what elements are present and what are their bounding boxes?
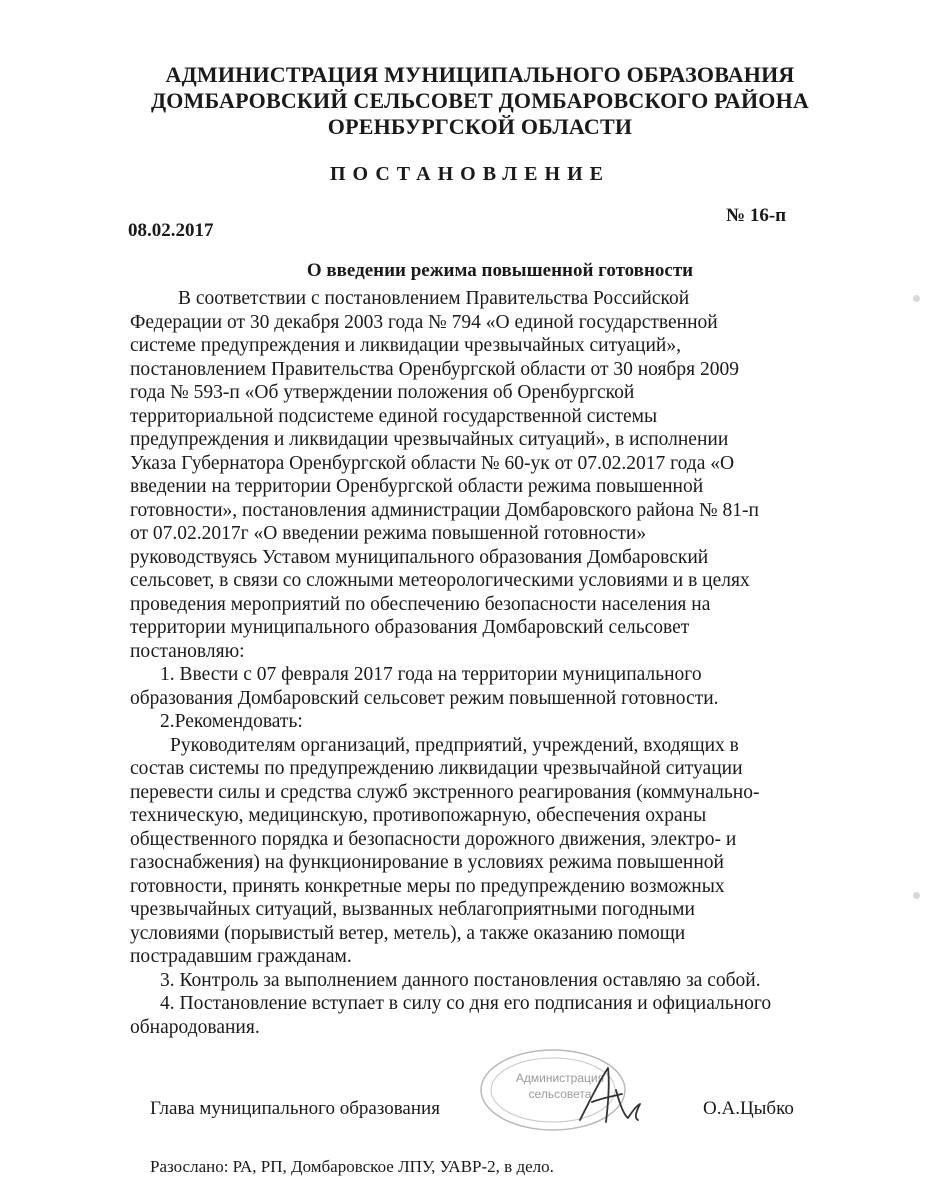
item-2-line: условиями (порывистый ветер, метель), а также оказанию помощи — [130, 922, 686, 944]
preamble-line: проведения мероприятий по обеспечению безопасности населения на — [130, 593, 711, 615]
document-body — [130, 287, 835, 1039]
preamble-line: Федерации от 30 декабря 2003 года № 794 «О единой государственной — [130, 311, 718, 333]
distribution-list: Разослано: РА, РП, Домбаровское ЛПУ, УАВР-2, в дело. — [150, 1157, 554, 1176]
preamble-line: территориальной подсистеме единой государственной системы — [130, 405, 658, 427]
item-4-line: обнародования. — [130, 1016, 260, 1038]
preamble-line: постановляю: — [130, 640, 245, 662]
item-2-line: газоснабжения) на функционирование в условиях режима повышенной — [130, 852, 724, 873]
item-2-line: перевести силы и средства служб экстренного реагирования (коммунально- — [130, 781, 760, 803]
header-line: ДОМБАРОВСКИЙ СЕЛЬСОВЕТ ДОМБАРОВСКОГО РАЙОНА — [150, 88, 810, 113]
signature-name: О.А.Цыбко — [703, 1098, 794, 1119]
preamble-line: сельсовет, в связи со сложными метеорологическими условиями и в целях — [130, 570, 750, 591]
item-2-line: Руководителям организаций, предприятий, учреждений, входящих в — [170, 734, 739, 756]
stamp-line: сельсовета — [528, 1087, 592, 1101]
document-number: № 16-п — [726, 205, 787, 226]
document-date: 08.02.2017 — [128, 220, 214, 241]
preamble-line: предупреждения и ликвидации чрезвычайных ситуаций», в исполнении — [130, 429, 729, 450]
preamble-line: руководствуясь Уставом муниципального образования Домбаровский — [130, 546, 709, 568]
handwritten-signature — [570, 1060, 650, 1130]
preamble-line: постановлением Правительства Оренбургской области от 30 ноября 2009 — [130, 358, 740, 380]
item-1-line: 1. Ввести с 07 февраля 2017 года на территории муниципального — [160, 664, 702, 685]
item-3-line: 3. Контроль за выполнением данного постановления оставляю за собой. — [160, 969, 761, 991]
document-type: ПОСТАНОВЛЕНИЕ — [330, 163, 610, 185]
signature-title: Глава муниципального образования — [150, 1098, 440, 1119]
item-2-line: чрезвычайных ситуаций, вызванных неблагоприятными погодными — [130, 899, 695, 920]
binding-hole — [913, 295, 920, 302]
preamble-line: Указа Губернатора Оренбургской области № 60-ук от 07.02.2017 года «О — [130, 452, 735, 474]
item-2-line: готовности, принять конкретные меры по предупреждению возможных — [130, 875, 725, 897]
document-subject: О введении режима повышенной готовности — [306, 260, 694, 281]
item-2-line: состав системы по предупреждению ликвидации чрезвычайной ситуации — [130, 758, 743, 779]
item-2-line: техническую, медицинскую, противопожарную, обеспечения охраны — [130, 805, 707, 826]
preamble-line: от 07.02.2017г «О введении режима повышенной готовности» — [130, 523, 647, 544]
preamble-line: введении на территории Оренбургской области режима повышенной — [130, 476, 704, 497]
preamble-line: готовности», постановления администрации Домбаровского района № 81-п — [130, 499, 759, 521]
preamble-line: территории муниципального образования Домбаровский сельсовет — [130, 617, 690, 638]
binding-hole — [913, 892, 920, 899]
item-2-title: 2.Рекомендовать: — [160, 711, 303, 732]
document-header — [90, 62, 870, 140]
item-1-line: образования Домбаровский сельсовет режим повышенной готовности. — [130, 687, 719, 709]
preamble-line: системе предупреждения и ликвидации чрезвычайных ситуаций», — [130, 335, 681, 356]
stamp-line: Администрация — [515, 1071, 605, 1085]
preamble-line: В соответствии с постановлением Правительства Российской — [178, 288, 690, 309]
item-4-line: 4. Постановление вступает в силу со дня его подписания и официального — [160, 993, 772, 1014]
preamble-line: года № 593-п «Об утверждении положения об Оренбургской — [130, 382, 635, 403]
item-2-line: пострадавшим гражданам. — [130, 946, 352, 967]
header-line: ОРЕНБУРГСКОЙ ОБЛАСТИ — [327, 114, 633, 139]
header-line: АДМИНИСТРАЦИЯ МУНИЦИПАЛЬНОГО ОБРАЗОВАНИЯ — [165, 62, 795, 87]
item-2-line: общественного порядка и безопасности дорожного движения, электро- и — [130, 828, 737, 850]
